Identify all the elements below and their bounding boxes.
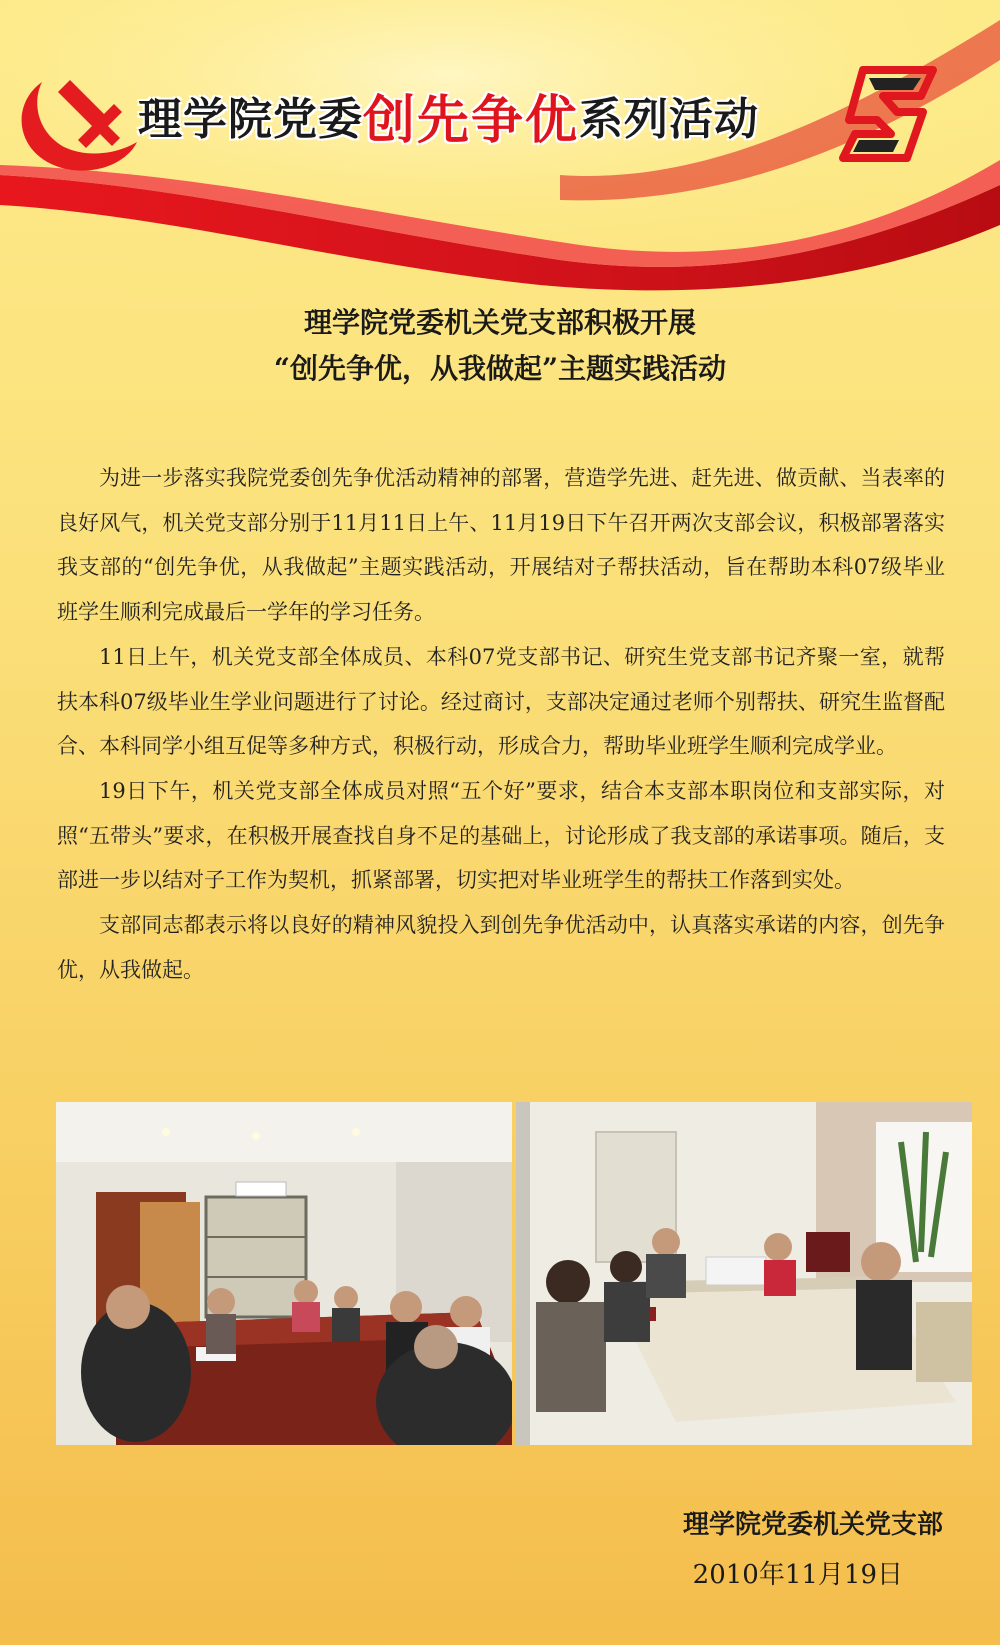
article-title-line2: “创先争优，从我做起”主题实践活动	[273, 352, 727, 385]
photo-strip	[56, 1102, 972, 1445]
signature-date: 2010年11月19日	[692, 1560, 903, 1590]
article-body	[57, 456, 945, 992]
meeting-photo-left	[56, 1102, 512, 1445]
banner-title-suffix: 系列活动	[579, 94, 760, 145]
paragraph: 11日上午，机关党支部全体成员、本科07党支部书记、研究生党支部书记齐聚一室，就帮扶本科07级毕业生学业问题进行了讨论。经过商讨，支部决定通过老师个别帮扶、研究生监督配合、本科同学小组互促等多种方式，积极行动，形成合力，帮助毕业班学生顺利完成学业。	[57, 644, 945, 759]
s-shield-logo-icon	[835, 62, 945, 172]
paragraph: 为进一步落实我院党委创先争优活动精神的部署，营造学先进、赶先进、做贡献、当表率的良好风气，机关党支部分别于11月11日上午、11月19日下午召开两次支部会议，积极部署落实我支部的“创先争优，从我做起”主题实践活动，开展结对子帮扶活动，旨在帮助本科07级毕业班学生顺利完成最后一学年的学习任务。	[57, 466, 945, 625]
banner-title-prefix: 理学院党委	[138, 94, 363, 145]
article-title	[0, 300, 1000, 392]
party-emblem-icon	[12, 62, 142, 182]
banner-title	[138, 80, 759, 150]
signature-org: 理学院党委机关党支部	[682, 1510, 943, 1540]
signature-block	[683, 1500, 943, 1600]
banner-title-highlight: 创先争优	[363, 90, 580, 151]
header-banner	[0, 0, 1000, 300]
article-title-line1: 理学院党委机关党支部积极开展	[303, 306, 696, 339]
meeting-photo-right	[516, 1102, 972, 1445]
paragraph: 支部同志都表示将以良好的精神风貌投入到创先争优活动中，认真落实承诺的内容，创先争优，从我做起。	[57, 913, 945, 982]
paragraph: 19日下午，机关党支部全体成员对照“五个好”要求，结合本支部本职岗位和支部实际，对照“五带头”要求，在积极开展查找自身不足的基础上，讨论形成了我支部的承诺事项。随后，支部进一步以结对子工作为契机，抓紧部署，切实把对毕业班学生的帮扶工作落到实处。	[57, 778, 945, 893]
